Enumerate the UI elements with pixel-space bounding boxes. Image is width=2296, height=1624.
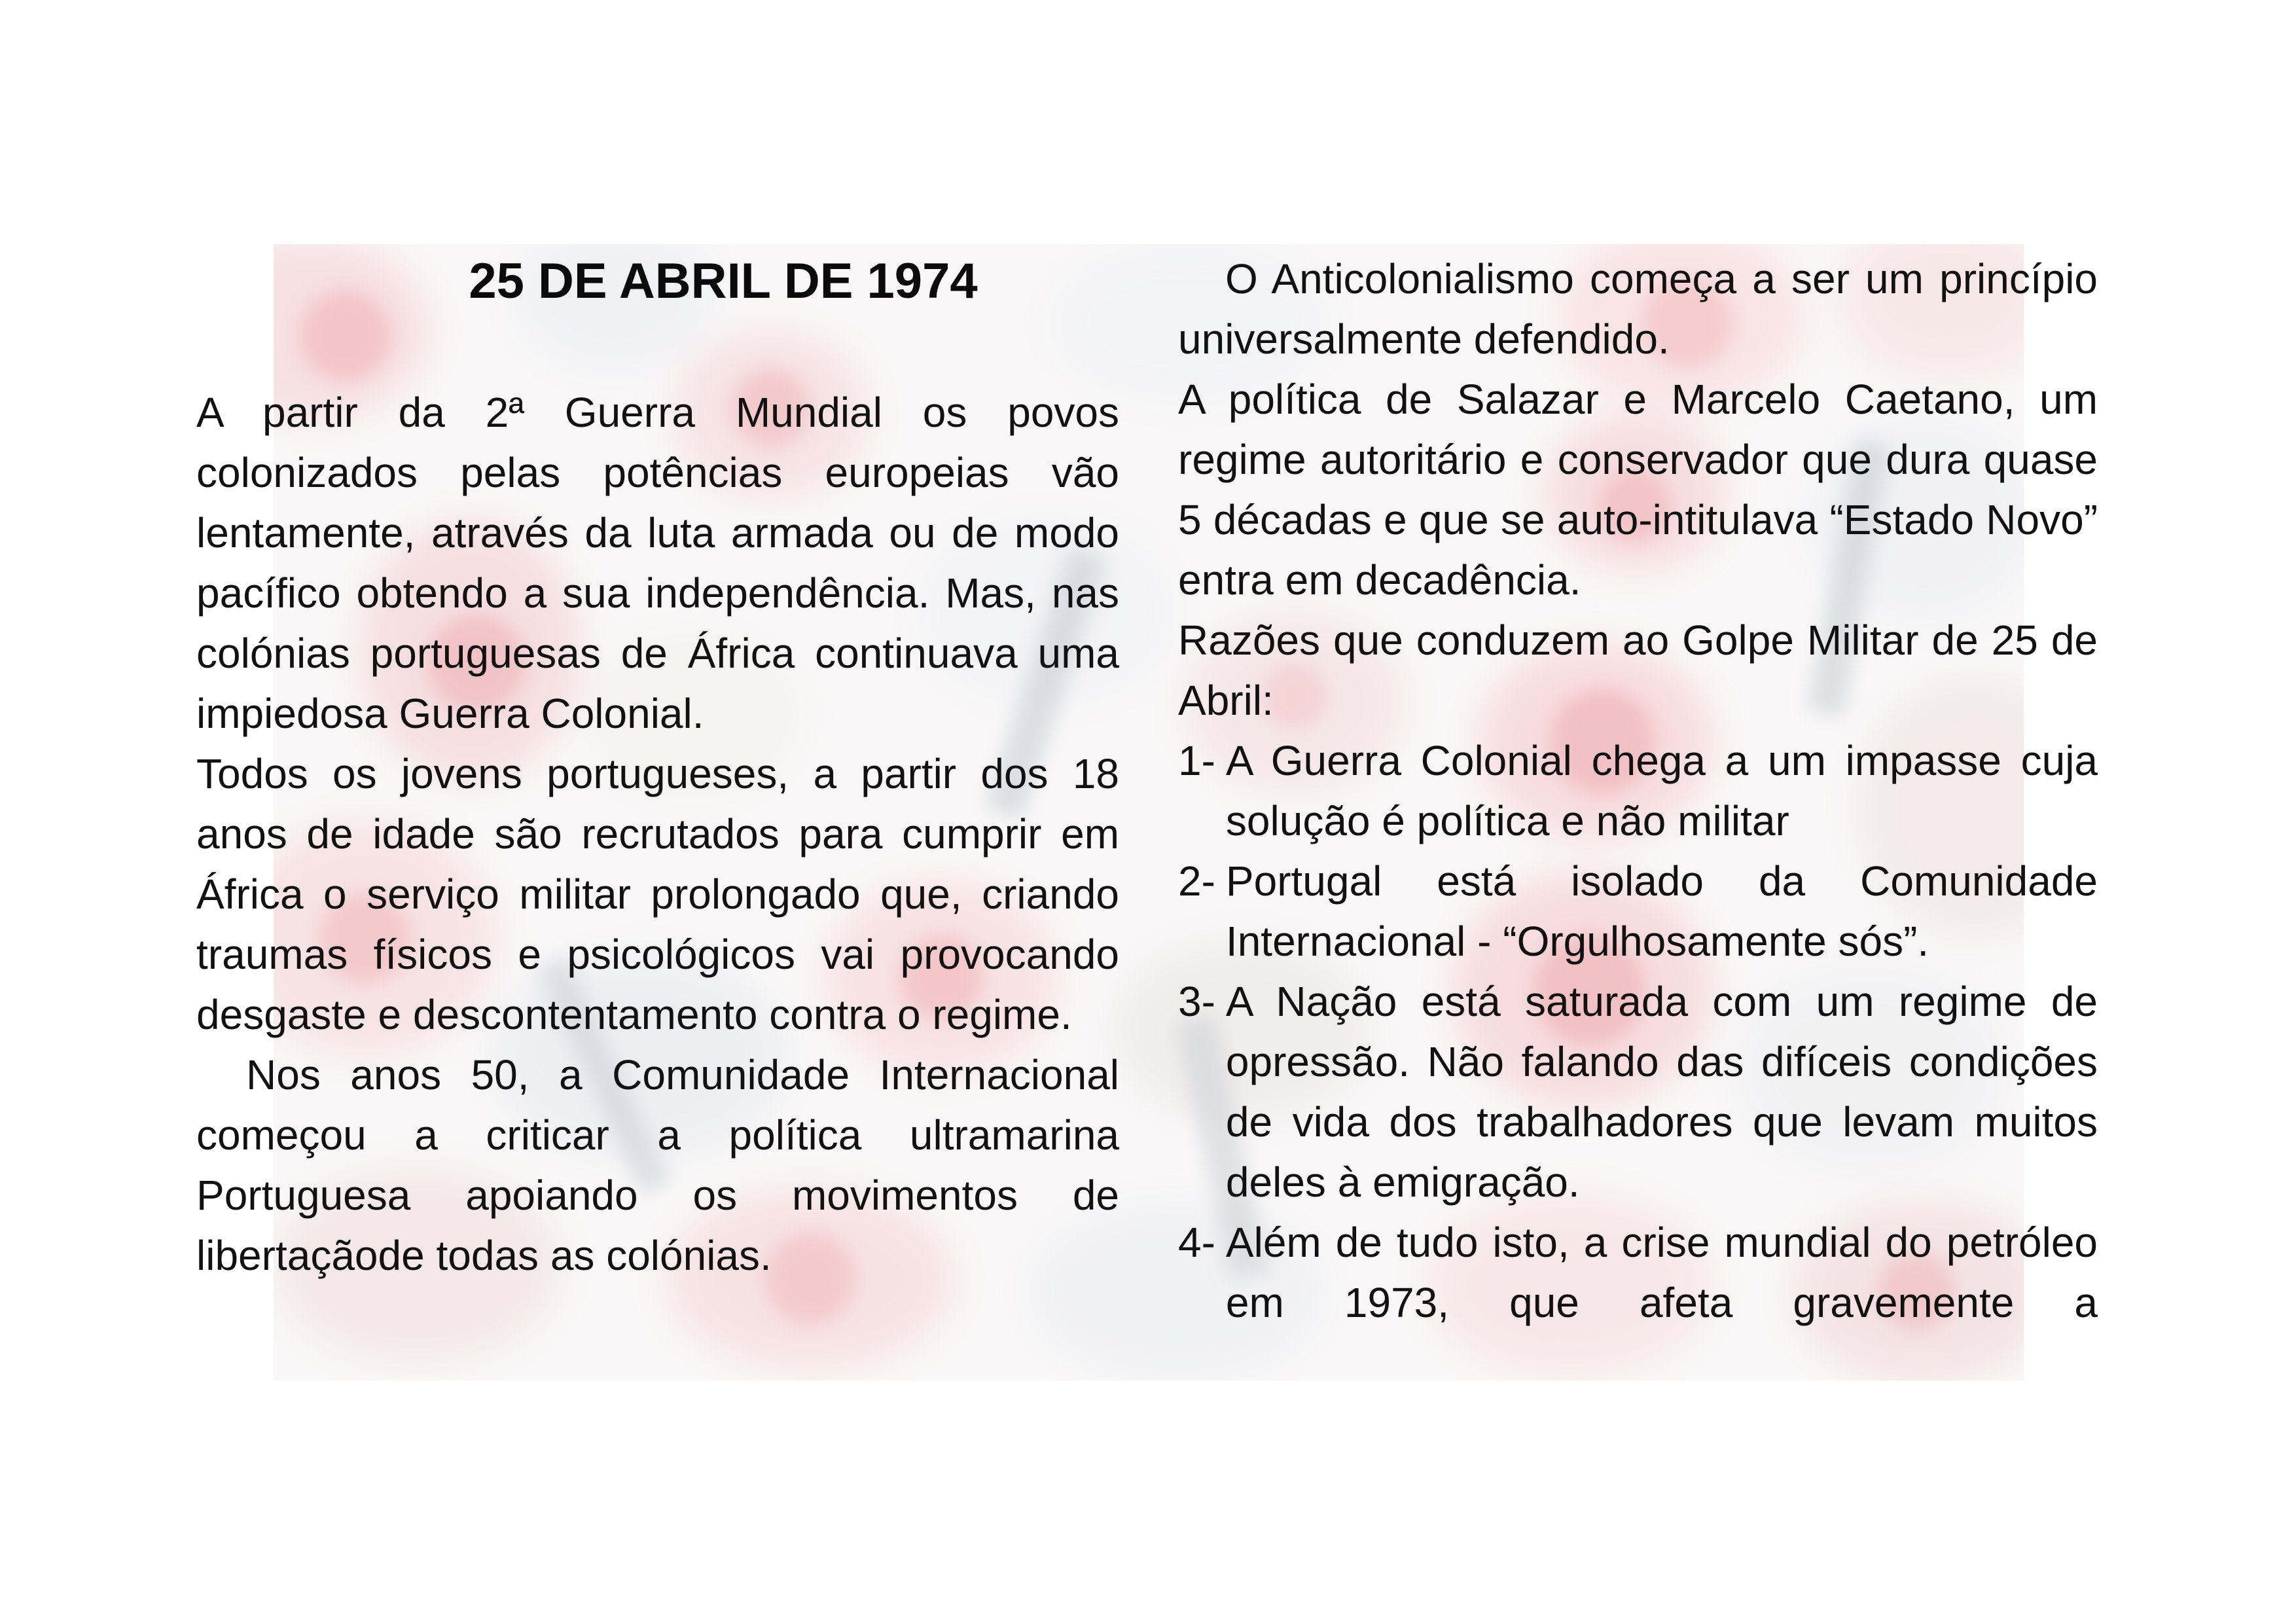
right-column — [1178, 249, 2098, 1333]
reason-item-3 — [1178, 971, 2098, 1212]
paragraph-anticolonialism: O Anticolonialismo começa a ser um princípio universalmente defendido. — [1178, 255, 2098, 363]
reason-text: Portugal está isolado da Comunidade Internacional - “Orgulhosamente sós”. — [1225, 857, 2098, 965]
reason-text: Além de tudo isto, a crise mundial do petróleo em 1973, que afeta gravemente a — [1225, 1219, 2098, 1326]
reason-item-2 — [1178, 851, 2098, 971]
paragraph-salazar-regime: A política de Salazar e Marcelo Caetano, um regime autoritário e conservador que dura quase 5 décadas e que se auto-intitulava “Estado Novo” entra em decadência. — [1178, 376, 2098, 604]
paragraph-decolonization: A partir da 2ª Guerra Mundial os povos colonizados pelas potências europeias vão lentamente, através da luta armada ou de modo pacífico obtendo a sua independência. Mas, nas colónias portuguesas de África continuava uma impiedosa Guerra Colonial. — [196, 389, 1119, 737]
reason-text: A Guerra Colonial chega a um impasse cuja solução é política e não militar — [1225, 737, 2098, 844]
reasons-heading: Razões que conduzem ao Golpe Militar de 25 de Abril: — [1178, 617, 2098, 724]
reason-item-4 — [1178, 1212, 2098, 1333]
reason-text: A Nação está saturada com um regime de opressão. Não falando das difíceis condições de vida dos trabalhadores que levam muitos deles à emigração. — [1225, 978, 2098, 1206]
paragraph-international-criticism: Nos anos 50, a Comunidade Internacional começou a criticar a política ultramarina Portuguesa apoiando os movimentos de libertaçãode todas as colónias. — [196, 1051, 1119, 1279]
reason-number: 1- — [1178, 737, 1215, 784]
reason-number: 3- — [1178, 978, 1215, 1025]
reason-item-1 — [1178, 731, 2098, 851]
reason-number: 4- — [1178, 1219, 1215, 1266]
paragraph-young-recruits: Todos os jovens portugueses, a partir dos 18 anos de idade são recrutados para cumprir em África o serviço militar prolongado que, criando traumas físicos e psicológicos vai provocando desgaste e descontentamento contra o regime. — [196, 750, 1119, 1038]
reason-number: 2- — [1178, 857, 1215, 905]
left-column — [196, 249, 1119, 1286]
page-title: 25 DE ABRIL DE 1974 — [469, 253, 978, 309]
